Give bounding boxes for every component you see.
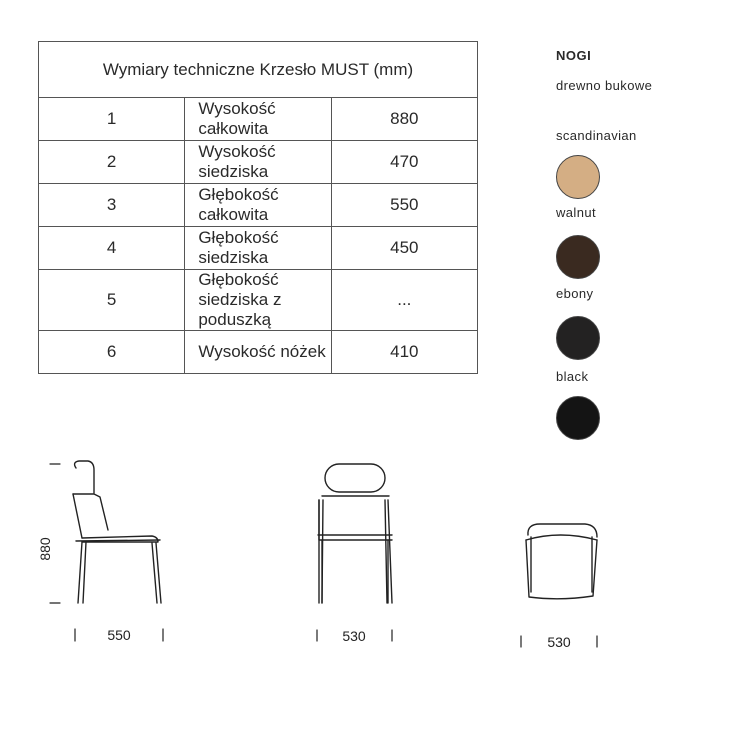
dimension-front-width-label: 530 bbox=[342, 628, 366, 644]
chair-front-view bbox=[318, 464, 392, 603]
row-number: 5 bbox=[39, 270, 185, 331]
row-name: Głębokość siedziska z poduszką bbox=[185, 270, 331, 331]
row-name: Głębokość całkowita bbox=[185, 184, 331, 227]
finish-label-scandinavian: scandinavian bbox=[556, 128, 637, 143]
row-number: 6 bbox=[39, 331, 185, 374]
dimension-top-width-label: 530 bbox=[547, 634, 571, 650]
dimension-height-label: 880 bbox=[37, 537, 53, 561]
row-name: Wysokość całkowita bbox=[185, 98, 331, 141]
finish-label-walnut: walnut bbox=[556, 205, 596, 220]
row-name: Głębokość siedziska bbox=[185, 227, 331, 270]
row-value: 880 bbox=[331, 98, 477, 141]
row-value: ... bbox=[331, 270, 477, 331]
legs-material: drewno bukowe bbox=[556, 78, 653, 93]
legs-title: NOGI bbox=[556, 48, 592, 63]
row-value: 470 bbox=[331, 141, 477, 184]
row-value: 410 bbox=[331, 331, 477, 374]
finish-label-ebony: ebony bbox=[556, 286, 594, 301]
dimension-marks bbox=[50, 464, 597, 647]
row-name: Wysokość nóżek bbox=[185, 331, 331, 374]
row-value: 450 bbox=[331, 227, 477, 270]
chair-side-view bbox=[73, 461, 161, 603]
dimension-side-depth-label: 550 bbox=[107, 627, 131, 643]
row-number: 4 bbox=[39, 227, 185, 270]
table-title: Wymiary techniczne Krzesło MUST (mm) bbox=[39, 42, 478, 98]
finish-label-black: black bbox=[556, 369, 589, 384]
row-name: Wysokość siedziska bbox=[185, 141, 331, 184]
row-value: 550 bbox=[331, 184, 477, 227]
chair-top-view bbox=[526, 524, 597, 599]
row-number: 2 bbox=[39, 141, 185, 184]
row-number: 1 bbox=[39, 98, 185, 141]
row-number: 3 bbox=[39, 184, 185, 227]
